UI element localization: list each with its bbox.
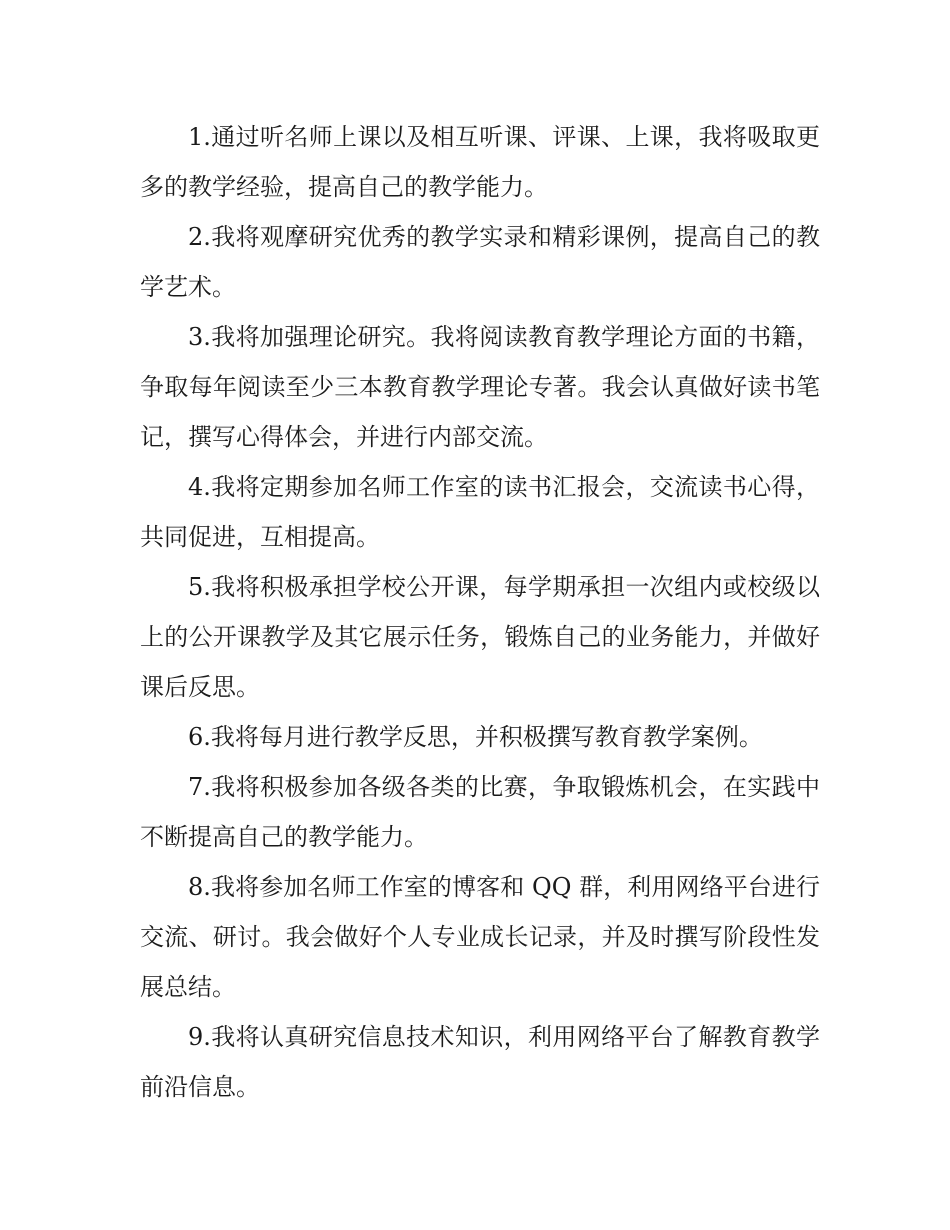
paragraph-4: 4.我将定期参加名师工作室的读书汇报会，交流读书心得，共同促进，互相提高。 [140,473,820,551]
paragraph-7: 7.我将积极参加各级各类的比赛，争取锻炼机会，在实践中不断提高自己的教学能力。 [140,773,820,851]
paragraph-8: 8.我将参加名师工作室的博客和 QQ 群，利用网络平台进行交流、研讨。我会做好个人专业成长记录，并及时撰写阶段性发展总结。 [140,873,820,1001]
paragraph-2: 2.我将观摩研究优秀的教学实录和精彩课例，提高自己的教学艺术。 [140,223,820,301]
paragraph-5: 5.我将积极承担学校公开课，每学期承担一次组内或校级以上的公开课教学及其它展示任务，锻炼自己的业务能力，并做好课后反思。 [140,573,820,701]
document-body [140,112,820,1112]
paragraph-3: 3.我将加强理论研究。我将阅读教育教学理论方面的书籍，争取每年阅读至少三本教育教学理论专著。我会认真做好读书笔记，撰写心得体会，并进行内部交流。 [140,323,820,451]
paragraph-6: 6.我将每月进行教学反思，并积极撰写教育教学案例。 [188,723,763,751]
paragraph-1: 1.通过听名师上课以及相互听课、评课、上课，我将吸取更多的教学经验，提高自己的教学能力。 [140,123,820,201]
paragraph-9: 9.我将认真研究信息技术知识，利用网络平台了解教育教学前沿信息。 [140,1023,820,1101]
